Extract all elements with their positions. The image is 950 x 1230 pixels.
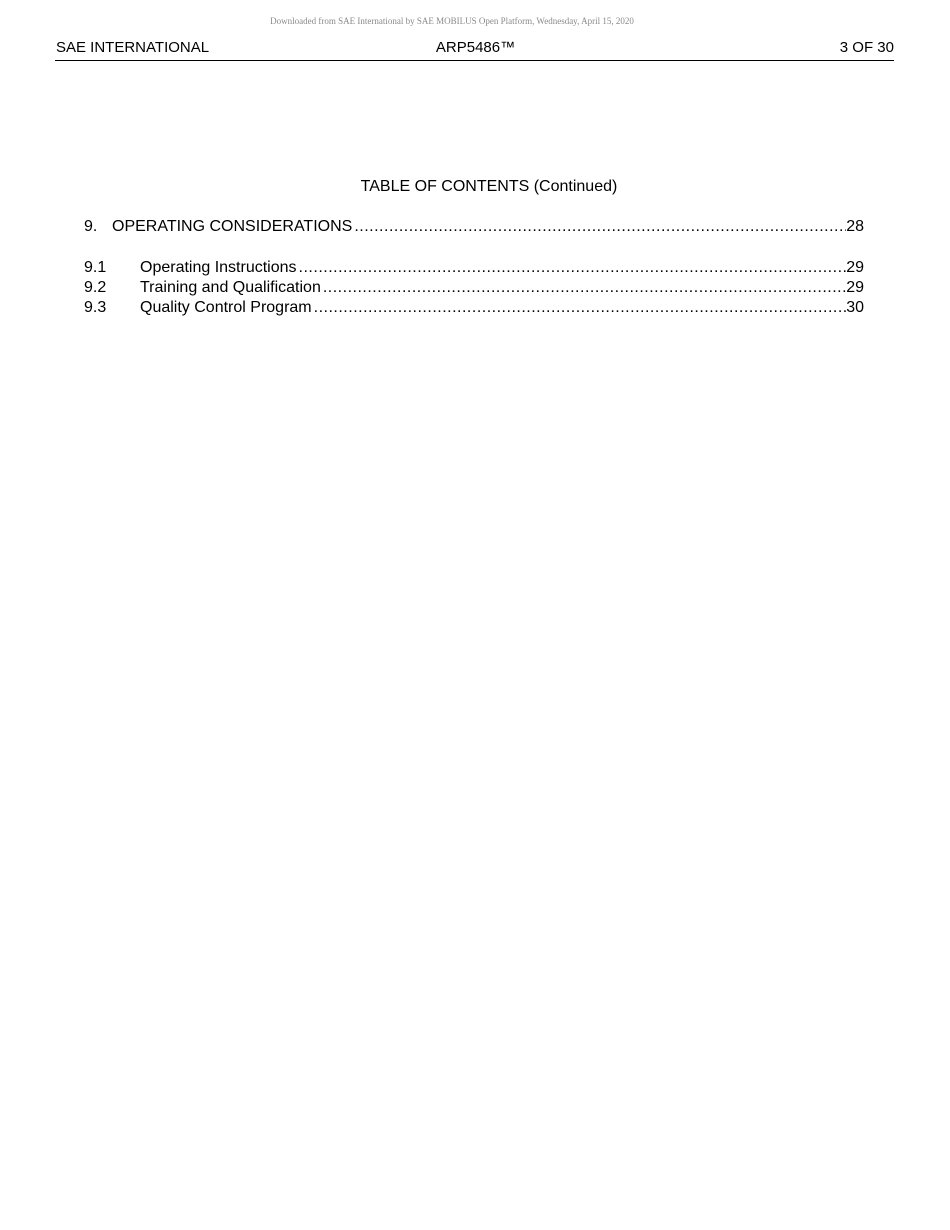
toc-entry-line xyxy=(140,258,864,278)
header-document-number: ARP5486™ xyxy=(435,39,516,56)
toc-entry-number: 9.1 xyxy=(84,259,107,276)
toc-entry-line xyxy=(140,298,864,318)
toc-title: TABLE OF CONTENTS (Continued) xyxy=(360,178,618,195)
toc-entry-number: 9.3 xyxy=(84,299,107,316)
toc-entry-9[interactable] xyxy=(84,217,864,237)
toc-dot-leader xyxy=(323,278,846,298)
toc-dot-leader xyxy=(299,258,847,278)
toc-entry-title: Training and Qualification xyxy=(140,279,321,296)
toc-entry-number: 9. xyxy=(84,218,98,235)
running-header xyxy=(55,38,894,61)
toc-entry-page: 30 xyxy=(846,299,864,316)
toc-section-list xyxy=(84,217,864,237)
header-page-number: 3 OF 30 xyxy=(839,39,894,56)
toc-subsection-list xyxy=(84,258,864,318)
toc-entry-number: 9.2 xyxy=(84,279,107,296)
header-organization: SAE INTERNATIONAL xyxy=(56,39,210,56)
download-watermark: Downloaded from SAE International by SAE MOBILUS Open Platform, Wednesday, April 15, 2020 xyxy=(270,16,634,26)
toc-entry-page: 29 xyxy=(846,259,864,276)
toc-entry-9-2[interactable] xyxy=(84,278,864,298)
toc-entry-title: Quality Control Program xyxy=(140,299,312,316)
toc-entry-page: 28 xyxy=(846,218,864,235)
toc-dot-leader xyxy=(314,298,847,318)
toc-entry-title: OPERATING CONSIDERATIONS xyxy=(112,218,353,235)
toc-entry-9-1[interactable] xyxy=(84,258,864,278)
toc-entry-9-3[interactable] xyxy=(84,298,864,318)
toc-entry-line xyxy=(112,217,864,237)
toc-entry-title: Operating Instructions xyxy=(140,259,297,276)
toc-entry-line xyxy=(140,278,864,298)
toc-entry-page: 29 xyxy=(846,279,864,296)
toc-dot-leader xyxy=(354,217,846,237)
